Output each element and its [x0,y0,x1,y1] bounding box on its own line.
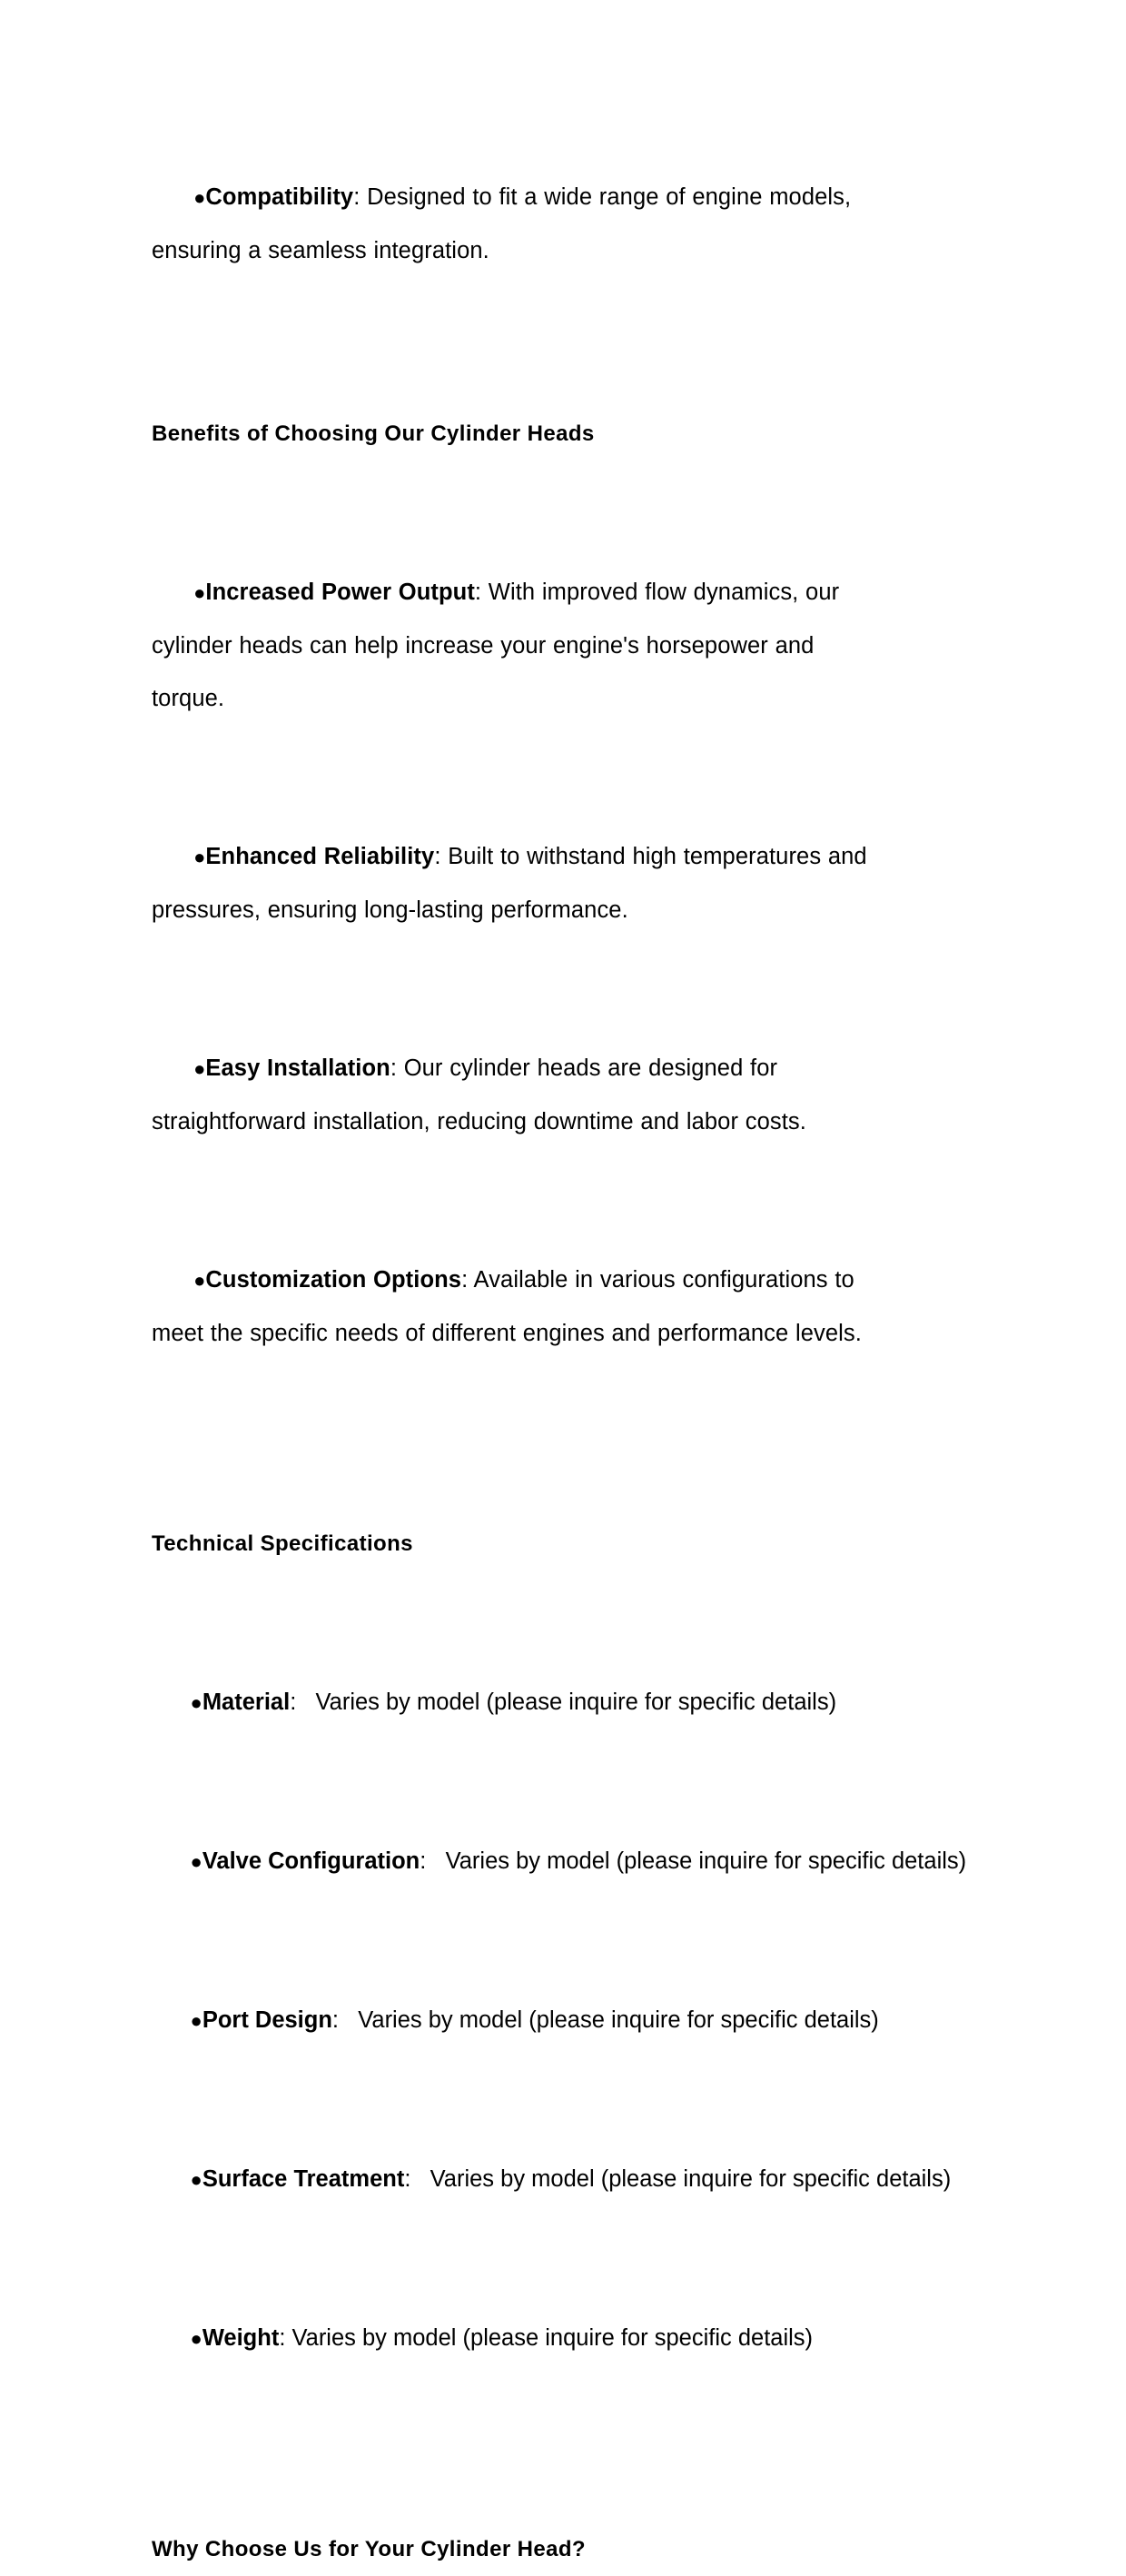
paragraph-body: Our cylinder heads are designed for straightforward installation, reducing downtime and labor costs. [152,1055,806,1134]
paragraph-body: With improved flow dynamics, our cylinder heads can help increase your engine's horsepower and torque. [152,580,846,711]
spec-separator: : [290,1689,316,1715]
spec-value: Varies by model (please inquire for specific details) [291,2325,814,2351]
spec-label: Material [202,1689,291,1715]
spec-label: Weight [202,2325,280,2351]
section-spacer [152,461,869,513]
bullet-icon: ● [190,1691,202,1714]
paragraph-increased-power-output [152,513,869,778]
spec-separator: : [279,2325,292,2351]
spec-separator: : [331,2007,359,2033]
document-body [152,118,967,2576]
spec-value: Varies by model (please inquire for specific details) [430,2166,952,2192]
bullet-icon: ● [193,186,206,209]
paragraph-separator: : [434,844,449,869]
spec-label: Surface Treatment [202,2166,405,2192]
paragraph-separator: : [474,580,489,605]
spec-value: Varies by model (please inquire for specific details) [358,2007,879,2033]
section-spacer [152,330,869,408]
section-spacer [152,1412,869,1518]
paragraph-separator: : [353,184,368,210]
bullet-icon: ● [193,581,206,604]
paragraph-lead: Easy Installation [205,1055,390,1081]
paragraph-enhanced-reliability [152,778,874,989]
spec-item-material [152,1623,869,1782]
bullet-icon: ● [190,2327,202,2350]
heading-technical-specifications: Technical Specifications [152,1531,413,1556]
spec-value: Varies by model (please inquire for specific details) [445,1848,967,1874]
paragraph-lead: Compatibility [205,184,354,210]
spec-item-weight [152,2259,869,2418]
bullet-icon: ● [190,1850,202,1873]
spec-item-surface-treatment [152,2100,952,2259]
paragraph-body: Available in various configurations to meet the specific needs of different engines and performance levels. [152,1267,862,1346]
paragraph-lead: Enhanced Reliability [205,844,435,869]
bullet-icon: ● [193,1057,206,1080]
section-spacer [152,1570,869,1623]
paragraph-easy-installation [152,989,869,1201]
section-spacer [152,2418,869,2523]
heading-benefits: Benefits of Choosing Our Cylinder Heads [152,421,595,446]
bullet-icon: ● [193,846,206,868]
paragraph-separator: : [390,1055,404,1081]
spec-item-port-design [152,1941,879,2100]
heading-why-choose-us: Why Choose Us for Your Cylinder Head? [152,2537,586,2561]
spec-label: Valve Configuration [202,1848,420,1874]
spec-label: Port Design [202,2007,332,2033]
paragraph-lead: Increased Power Output [205,580,475,605]
spec-value: Varies by model (please inquire for specific details) [315,1689,837,1715]
spec-separator: : [404,2166,430,2192]
paragraph-compatibility [152,118,869,330]
bullet-icon: ● [193,1269,206,1292]
paragraph-body: Built to withstand high temperatures and pressures, ensuring long-lasting performance. [152,844,874,923]
bullet-icon: ● [190,2168,202,2191]
paragraph-customization-options [152,1201,869,1412]
paragraph-separator: : [461,1267,474,1293]
bullet-icon: ● [190,2009,202,2032]
spec-item-valve-configuration [152,1782,967,1941]
paragraph-lead: Customization Options [205,1267,462,1293]
spec-separator: : [420,1848,446,1874]
paragraph-body: Designed to fit a wide range of engine models, ensuring a seamless integration. [152,184,858,263]
